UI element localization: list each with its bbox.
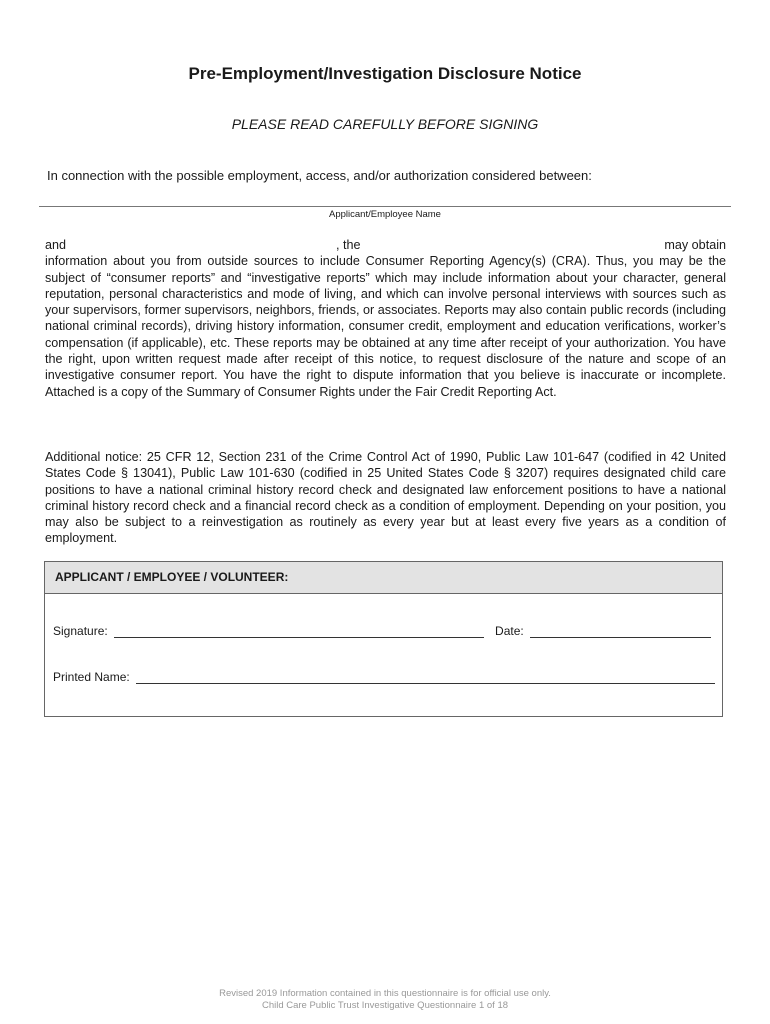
printed-name-field[interactable] (136, 671, 715, 684)
printed-name-row (53, 670, 715, 684)
printed-name-label: Printed Name: (53, 670, 130, 684)
and-word: and (45, 238, 67, 252)
applicant-name-line[interactable] (39, 206, 731, 207)
date-field[interactable] (530, 625, 711, 638)
the-word: , the (336, 238, 361, 252)
applicant-name-caption: Applicant/Employee Name (329, 209, 441, 220)
intro-text: In connection with the possible employment, access, and/or authorization considered between: (47, 168, 592, 183)
footer-line-1: Revised 2019 Information contained in this questionnaire is for official use only. (219, 988, 551, 999)
disclosure-paragraph (45, 237, 726, 400)
footer-line-2: Child Care Public Trust Investigative Questionnaire 1 of 18 (261, 1000, 509, 1011)
disclosure-body: information about you from outside sources to include Consumer Reporting Agency(s) (CRA). Thus, you may be the subject of “consumer reports” and “investigative reports” which may include information about your character, general reputation, personal characteristics and mode of living, and which can involve personal interviews with sources such as your supervisors, former supervisors, neighbors, friends, or associates. Reports may also contain public records (including national criminal records), driving history information, consumer credit, employment and education verifications, worker’s compensation (if applicable), etc. These reports may be obtained at any time after receipt of your authorization. You have the right, upon written request made after receipt of this notice, to request disclosure of the nature and scope of an investigative consumer report. You have the right to dispute information that you believe is inaccurate or incomplete. Attached is a copy of the Summary of Consumer Rights under the Fair Credit Reporting Act. (45, 254, 726, 399)
signature-box-header: APPLICANT / EMPLOYEE / VOLUNTEER: (45, 562, 722, 594)
page-footer (0, 988, 770, 1012)
date-label: Date: (495, 624, 524, 638)
document-title: Pre-Employment/Investigation Disclosure Notice (188, 64, 582, 83)
signature-row (53, 624, 711, 638)
may-obtain-text: may obtain (664, 238, 726, 252)
signature-label: Signature: (53, 624, 108, 638)
document-subtitle: PLEASE READ CAREFULLY BEFORE SIGNING (231, 116, 539, 132)
and-the-line (45, 237, 726, 253)
additional-notice-paragraph: Additional notice: 25 CFR 12, Section 231 of the Crime Control Act of 1990, Public Law 101-647 (codified in 42 United States Code § 13041), Public Law 101-630 (codified in 25 United States Code § 3207) requires designated child care positions to have a national criminal history record check and designated law enforcement positions to have a national criminal history record check and a financial record check as a condition of employment. Depending on your position, you may also be subject to a reinvestigation as routinely as every year but at least every five years as a condition of employment. (45, 450, 726, 546)
applicant-signature-box (44, 561, 723, 717)
signature-field[interactable] (114, 625, 484, 638)
